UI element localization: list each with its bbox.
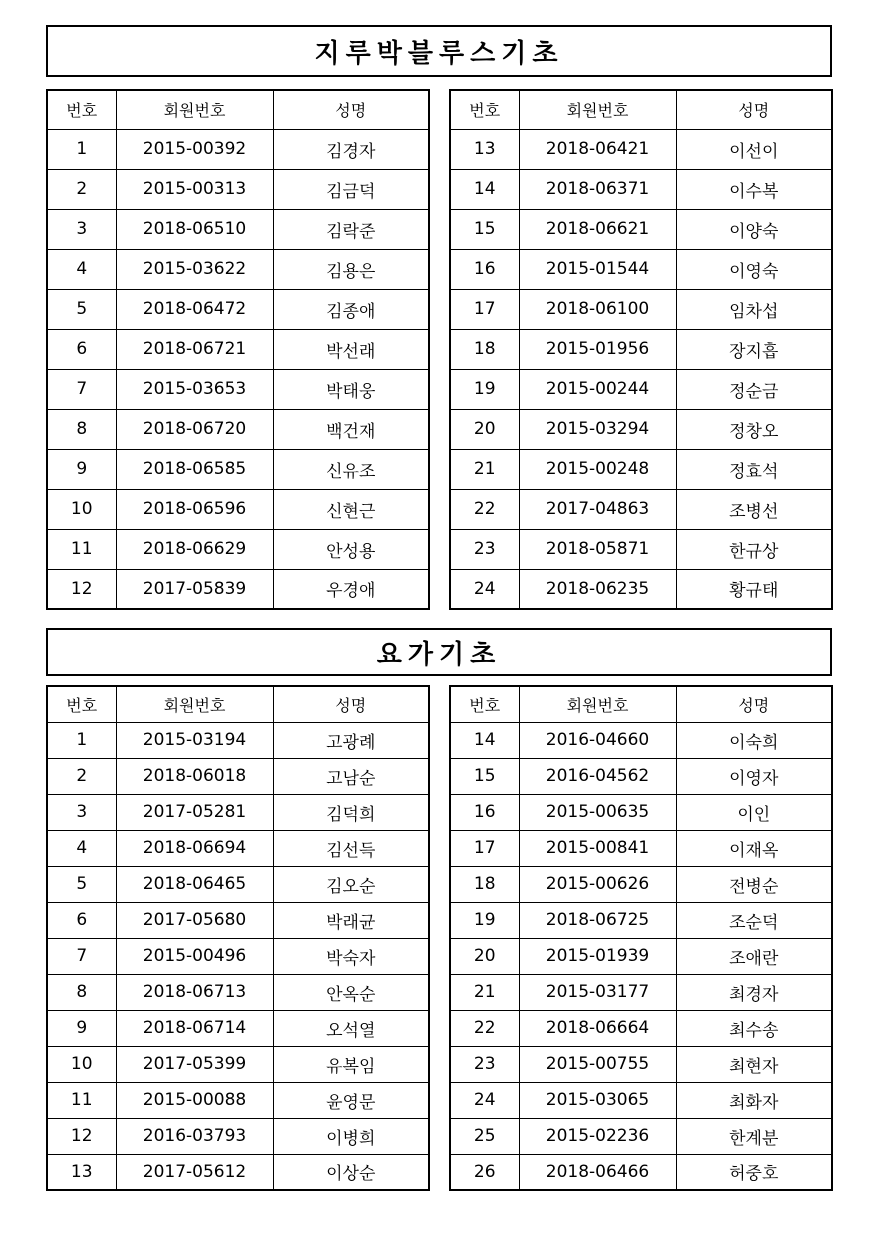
cell-name: 이상순 [273,1154,429,1190]
cell-name: 전병순 [676,866,832,902]
cell-name: 정효석 [676,449,832,489]
cell-number: 14 [450,169,519,209]
cell-number: 11 [47,1082,116,1118]
cell-member-id: 2016-04660 [519,722,676,758]
cell-member-id: 2018-05871 [519,529,676,569]
header-member-id: 회원번호 [116,686,273,722]
cell-name: 우경애 [273,569,429,609]
cell-name: 조병선 [676,489,832,529]
table-row [450,249,832,289]
cell-member-id: 2015-03653 [116,369,273,409]
cell-number: 23 [450,529,519,569]
table-row [47,129,429,169]
section-title: 지루박블루스기초 [46,25,832,77]
cell-number: 7 [47,938,116,974]
table-row [47,329,429,369]
cell-number: 10 [47,1046,116,1082]
table-row [47,249,429,289]
cell-name: 유복임 [273,1046,429,1082]
cell-name: 김덕희 [273,794,429,830]
table-row [450,569,832,609]
cell-member-id: 2018-06371 [519,169,676,209]
cell-number: 12 [47,569,116,609]
cell-number: 23 [450,1046,519,1082]
header-name: 성명 [273,90,429,129]
cell-member-id: 2018-06235 [519,569,676,609]
cell-name: 이병희 [273,1118,429,1154]
cell-name: 이영숙 [676,249,832,289]
header-number: 번호 [47,90,116,129]
cell-member-id: 2017-05612 [116,1154,273,1190]
table-row [47,1118,429,1154]
cell-name: 김금덕 [273,169,429,209]
table-row [450,129,832,169]
table-row [47,866,429,902]
cell-name: 이수복 [676,169,832,209]
table-row [47,974,429,1010]
cell-number: 7 [47,369,116,409]
cell-member-id: 2017-05281 [116,794,273,830]
table-header-row [450,90,832,129]
cell-name: 김종애 [273,289,429,329]
cell-member-id: 2015-00626 [519,866,676,902]
cell-name: 윤영문 [273,1082,429,1118]
cell-name: 박숙자 [273,938,429,974]
cell-name: 한규상 [676,529,832,569]
cell-name: 박래균 [273,902,429,938]
table-row [47,369,429,409]
cell-number: 2 [47,758,116,794]
cell-member-id: 2018-06472 [116,289,273,329]
cell-member-id: 2015-03294 [519,409,676,449]
cell-name: 김선득 [273,830,429,866]
cell-member-id: 2015-01939 [519,938,676,974]
table-row [47,794,429,830]
cell-member-id: 2015-00496 [116,938,273,974]
cell-number: 20 [450,938,519,974]
cell-member-id: 2015-01956 [519,329,676,369]
table-row [47,169,429,209]
cell-member-id: 2015-03194 [116,722,273,758]
table-row [450,369,832,409]
cell-number: 16 [450,794,519,830]
cell-member-id: 2015-00248 [519,449,676,489]
cell-name: 이영자 [676,758,832,794]
cell-number: 1 [47,722,116,758]
cell-member-id: 2018-06714 [116,1010,273,1046]
cell-name: 박태웅 [273,369,429,409]
cell-number: 6 [47,329,116,369]
cell-member-id: 2016-03793 [116,1118,273,1154]
cell-name: 이숙희 [676,722,832,758]
cell-member-id: 2015-00841 [519,830,676,866]
cell-member-id: 2015-02236 [519,1118,676,1154]
table-row [47,569,429,609]
table-row [450,902,832,938]
cell-name: 신유조 [273,449,429,489]
section-title: 요가기초 [46,628,832,676]
table-row [47,409,429,449]
table-row [47,1046,429,1082]
cell-number: 8 [47,974,116,1010]
cell-member-id: 2018-06725 [519,902,676,938]
table-row [47,830,429,866]
cell-member-id: 2018-06100 [519,289,676,329]
cell-member-id: 2017-04863 [519,489,676,529]
cell-number: 8 [47,409,116,449]
cell-number: 13 [450,129,519,169]
cell-member-id: 2018-06596 [116,489,273,529]
header-member-id: 회원번호 [116,90,273,129]
table-header-row [450,686,832,722]
cell-name: 황규태 [676,569,832,609]
cell-number: 22 [450,1010,519,1046]
cell-name: 김용은 [273,249,429,289]
cell-name: 이재옥 [676,830,832,866]
cell-member-id: 2018-06465 [116,866,273,902]
cell-name: 최수송 [676,1010,832,1046]
table-row [450,974,832,1010]
cell-number: 22 [450,489,519,529]
cell-number: 14 [450,722,519,758]
table-row [47,489,429,529]
table-row [450,1010,832,1046]
cell-member-id: 2018-06510 [116,209,273,249]
table-row [450,1082,832,1118]
cell-name: 최화자 [676,1082,832,1118]
table-row [450,722,832,758]
cell-name: 조순덕 [676,902,832,938]
cell-number: 24 [450,1082,519,1118]
header-name: 성명 [676,90,832,129]
header-number: 번호 [450,90,519,129]
table-row [450,329,832,369]
cell-name: 정순금 [676,369,832,409]
cell-number: 15 [450,758,519,794]
cell-number: 18 [450,329,519,369]
cell-name: 박선래 [273,329,429,369]
cell-number: 21 [450,449,519,489]
member-table-right [449,685,833,1191]
cell-name: 한계분 [676,1118,832,1154]
cell-number: 5 [47,866,116,902]
member-table-left [46,89,430,610]
cell-member-id: 2018-06421 [519,129,676,169]
cell-number: 2 [47,169,116,209]
table-row [450,169,832,209]
cell-name: 오석열 [273,1010,429,1046]
cell-member-id: 2018-06721 [116,329,273,369]
cell-member-id: 2017-05839 [116,569,273,609]
cell-member-id: 2015-00392 [116,129,273,169]
cell-name: 허중호 [676,1154,832,1190]
cell-name: 신현근 [273,489,429,529]
cell-name: 안옥순 [273,974,429,1010]
cell-member-id: 2018-06664 [519,1010,676,1046]
cell-member-id: 2018-06585 [116,449,273,489]
cell-number: 3 [47,209,116,249]
table-row [450,209,832,249]
cell-name: 백건재 [273,409,429,449]
cell-member-id: 2018-06629 [116,529,273,569]
cell-member-id: 2015-00313 [116,169,273,209]
cell-number: 17 [450,289,519,329]
cell-number: 3 [47,794,116,830]
cell-number: 21 [450,974,519,1010]
table-row [450,1154,832,1190]
cell-name: 고남순 [273,758,429,794]
cell-name: 최경자 [676,974,832,1010]
cell-member-id: 2016-04562 [519,758,676,794]
cell-number: 15 [450,209,519,249]
table-row [450,1046,832,1082]
table-row [450,409,832,449]
cell-name: 최현자 [676,1046,832,1082]
table-row [47,722,429,758]
cell-name: 이인 [676,794,832,830]
cell-name: 정창오 [676,409,832,449]
cell-number: 17 [450,830,519,866]
cell-name: 안성용 [273,529,429,569]
cell-number: 16 [450,249,519,289]
table-row [450,758,832,794]
cell-number: 18 [450,866,519,902]
table-row [47,289,429,329]
table-row [450,1118,832,1154]
table-row [450,489,832,529]
cell-name: 조애란 [676,938,832,974]
cell-name: 김오순 [273,866,429,902]
member-table-right [449,89,833,610]
cell-number: 25 [450,1118,519,1154]
table-row [47,902,429,938]
header-name: 성명 [676,686,832,722]
table-row [450,529,832,569]
cell-member-id: 2015-03177 [519,974,676,1010]
header-name: 성명 [273,686,429,722]
cell-member-id: 2018-06621 [519,209,676,249]
cell-number: 4 [47,830,116,866]
cell-number: 19 [450,369,519,409]
cell-member-id: 2015-00635 [519,794,676,830]
header-number: 번호 [47,686,116,722]
cell-name: 고광례 [273,722,429,758]
table-row [47,1154,429,1190]
cell-member-id: 2015-00755 [519,1046,676,1082]
table-row [450,830,832,866]
cell-number: 6 [47,902,116,938]
cell-member-id: 2015-00088 [116,1082,273,1118]
header-member-id: 회원번호 [519,686,676,722]
table-row [47,209,429,249]
cell-number: 9 [47,1010,116,1046]
header-number: 번호 [450,686,519,722]
cell-member-id: 2015-00244 [519,369,676,409]
cell-member-id: 2018-06466 [519,1154,676,1190]
cell-name: 김락준 [273,209,429,249]
cell-number: 9 [47,449,116,489]
cell-member-id: 2017-05680 [116,902,273,938]
table-row [47,449,429,489]
cell-member-id: 2015-01544 [519,249,676,289]
table-row [47,1082,429,1118]
table-row [47,529,429,569]
cell-number: 24 [450,569,519,609]
table-row [47,758,429,794]
cell-number: 10 [47,489,116,529]
cell-name: 이선이 [676,129,832,169]
table-row [47,1010,429,1046]
cell-name: 이양숙 [676,209,832,249]
cell-member-id: 2018-06720 [116,409,273,449]
cell-number: 11 [47,529,116,569]
member-table-left [46,685,430,1191]
table-header-row [47,686,429,722]
cell-member-id: 2017-05399 [116,1046,273,1082]
table-row [47,938,429,974]
cell-name: 임차섭 [676,289,832,329]
cell-number: 19 [450,902,519,938]
table-row [450,866,832,902]
cell-name: 김경자 [273,129,429,169]
cell-number: 20 [450,409,519,449]
cell-number: 5 [47,289,116,329]
cell-member-id: 2015-03065 [519,1082,676,1118]
cell-member-id: 2018-06694 [116,830,273,866]
cell-number: 13 [47,1154,116,1190]
cell-number: 26 [450,1154,519,1190]
cell-member-id: 2018-06713 [116,974,273,1010]
cell-number: 4 [47,249,116,289]
cell-number: 1 [47,129,116,169]
cell-member-id: 2015-03622 [116,249,273,289]
header-member-id: 회원번호 [519,90,676,129]
table-row [450,449,832,489]
table-row [450,289,832,329]
table-header-row [47,90,429,129]
cell-member-id: 2018-06018 [116,758,273,794]
cell-name: 장지흡 [676,329,832,369]
table-row [450,794,832,830]
cell-number: 12 [47,1118,116,1154]
table-row [450,938,832,974]
